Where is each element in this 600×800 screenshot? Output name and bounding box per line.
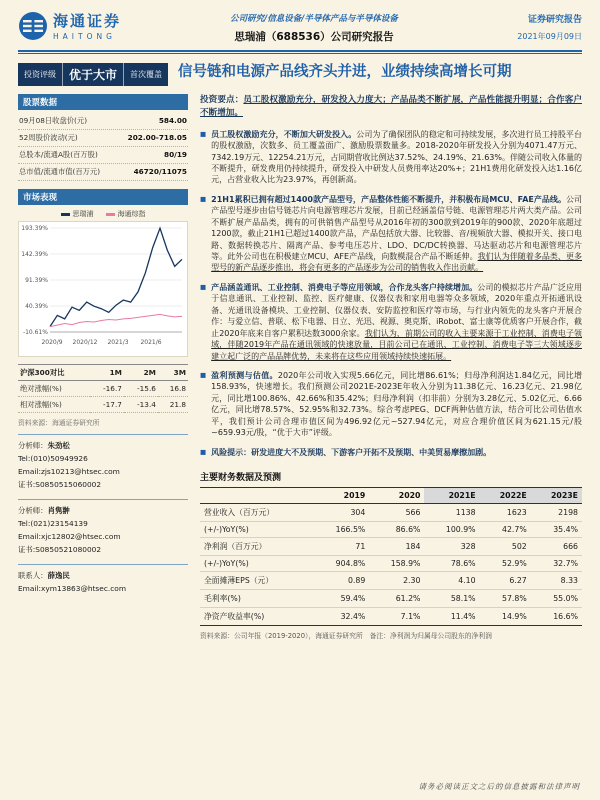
legend-swatch-srp (61, 213, 70, 216)
cmp-row-label: 相对涨幅(%) (20, 399, 62, 409)
fin-header-cell: 2023E (531, 488, 582, 504)
fin-cell: 6.27 (509, 576, 527, 585)
fin-cell: 32.7% (553, 559, 578, 568)
legend-label: 思瑞浦 (72, 210, 94, 218)
fin-cell: 328 (460, 542, 476, 551)
cmp-cell: -16.7 (103, 384, 122, 393)
stock-label: 总市值/流通市值(百万元) (19, 167, 101, 176)
stock-row (18, 164, 188, 181)
cmp-header-cell: 3M (158, 365, 188, 381)
analyst-divider (18, 564, 188, 565)
analyst-tel: Tel:(010)50949926 (18, 453, 88, 463)
table-row (18, 381, 188, 397)
fin-row-label: 营业收入（百万元） (204, 508, 275, 517)
cmp-cell: -17.7 (103, 400, 122, 409)
svg-text:2020/9: 2020/9 (41, 339, 63, 346)
rating-badge: 首次覆盖 (123, 63, 168, 86)
chart-source-note: 资料来源：海通证券研究所 (18, 419, 100, 427)
contact-name: 薛逸民 (47, 570, 70, 580)
header (18, 10, 582, 50)
fin-cell: 11.4% (450, 612, 476, 621)
fin-cell: 0.89 (347, 576, 366, 585)
logo-text (53, 10, 121, 41)
financial-table-title: 主要财务数据及预测 (200, 473, 282, 483)
haitong-emblem-icon (18, 11, 48, 41)
bullet-lead: 盈利预测与估值。 (211, 370, 278, 380)
header-right (472, 10, 582, 42)
bullet-square-icon: ■ (200, 194, 207, 203)
fin-cell: 86.6% (395, 525, 421, 534)
investment-summary (200, 94, 582, 121)
stock-row (18, 130, 188, 147)
bullet-point (200, 370, 582, 439)
bullet-point (200, 282, 582, 362)
summary-text: 员工股权激励充分，研发投入力度大；产品品类不断扩展，产品性能提升明显；合作客户不断增加。 (200, 95, 582, 119)
bullet-body: 公司的模拟芯片产品广泛应用于信息通讯、工业控制、监控、医疗健康、仪器仪表和家用电器等众多领域，2020年重点开拓通讯设备、光通讯设备模块、工业控制、仪器仪表、安防监控和医疗等市场，与行业内领先的龙头客户开展合作：与爱立信、普联、松下电器、日立、光迅、视源、奥克斯、iRobot、富士康等优质客户开展合作，截止2020年底来自客户累积达数3000余家。 (211, 282, 583, 338)
cmp-header-cell: 1M (90, 365, 124, 381)
page-title: 信号链和电源产品线齐头并进，业绩持续高增长可期 (178, 64, 512, 80)
stock-value: 202.00-718.05 (127, 133, 187, 142)
fin-cell: 8.33 (560, 576, 578, 585)
fin-cell: 35.4% (553, 525, 578, 534)
bullet-square-icon: ■ (200, 282, 207, 291)
report-date: 2021年09月09日 (517, 32, 582, 41)
cmp-cell: 21.8 (169, 400, 186, 409)
market-chart-svg (19, 222, 187, 352)
stock-label: 总股本/流通A股(百万股) (19, 150, 98, 159)
rating-value: 优于大市 (69, 68, 118, 82)
fin-cell: 502 (511, 542, 527, 551)
bullet-tail: 我们认为伴随着多品类、更多型号的新产品逐步推出，将会有更多的产品逐步为公司的销售收入作出贡献。 (211, 252, 582, 273)
report-kind: 证券研究报告 (527, 15, 582, 25)
fin-cell: 1623 (506, 508, 527, 517)
fin-cell: 32.4% (340, 612, 366, 621)
bullet-lead: 21H1累积已拥有超过1400款产品型号，产品整体性能不断提升，并积极布局MCU、FAE产品线。 (211, 194, 566, 204)
stock-data-header: 股票数据 (18, 94, 188, 110)
analyst-cert: 证书:S0850521080002 (18, 544, 102, 554)
fin-cell: 304 (350, 508, 366, 517)
logo-cn: 海通证券 (53, 12, 122, 30)
legend-item (61, 209, 94, 219)
market-chart (18, 221, 188, 357)
analyst-name: 朱劲松 (47, 441, 70, 450)
legend-swatch-index (106, 213, 115, 216)
fin-row-label: 净利润（百万元） (204, 542, 267, 551)
analyst-block (18, 440, 188, 492)
table-row (200, 556, 582, 572)
fin-cell: 2198 (558, 508, 578, 517)
stock-value: 80/19 (164, 150, 187, 159)
financial-table-note: 资料来源：公司年报（2019-2020），海通证券研究所 备注：净利润为归属母公司股东的净利润 (200, 632, 492, 640)
sidebar (18, 94, 188, 640)
fin-header-cell: 2022E (480, 488, 531, 504)
summary-label: 投资要点： (200, 95, 244, 105)
fin-cell: 55.0% (553, 594, 578, 603)
rating-label: 投资评级 (18, 63, 63, 86)
bullet-body: 2020年公司收入实现5.66亿元，同比增86.61%；归母净利润达1.84亿元，同比增158.93%，快速增长。我们预测公司2021E-2023E年收入分别为11.38亿元、16.23亿元、21.98亿元，同比增100.86%、42.66%和35.42%；归母净利润（扣非前）分别为3.28亿元、5.02亿元、6.66亿元，同比增78.57%、52.95%和32.73%。综合考虑PEG、DCF两种估值方法，结合可比公司估值水平，我们预计公司合理市值区间为496.92亿元~527.94亿元，对应合理价值区间为621.15元/股~659.93元/股，“优于大市”评级。 (211, 370, 582, 438)
analyst-divider (18, 434, 188, 435)
header-center (156, 10, 472, 44)
fin-cell: 2.30 (403, 576, 421, 585)
stock-row (18, 113, 188, 130)
bullet-square-icon: ■ (200, 370, 207, 379)
svg-text:2021/3: 2021/3 (107, 339, 129, 346)
bullet-lead: 产品涵盖通讯、工业控制、消费电子等应用领域，合作龙头客户持续增加。 (211, 282, 478, 292)
stock-label: 52周股价波动(元) (19, 133, 78, 142)
header-divider (18, 50, 582, 54)
disclaimer-footer: 请务必阅读正文之后的信息披露和法律声明 (418, 782, 580, 791)
analyst-block (18, 505, 188, 557)
fin-cell: 158.9% (390, 559, 421, 568)
haitong-logo (18, 10, 156, 41)
bullet-point (200, 129, 582, 186)
fin-cell: 59.4% (340, 594, 366, 603)
contact-email: Email:xym13863@htsec.com (18, 583, 127, 593)
risk-body: 研发进度大不及预期、下游客户开拓不及预期、中美贸易摩擦加剧。 (251, 447, 492, 457)
fin-cell: 16.6% (553, 612, 578, 621)
stock-label: 09月08日收盘价(元) (19, 116, 88, 125)
logo-en: HAITONG (53, 32, 116, 41)
cmp-header-cell: 2M (124, 365, 158, 381)
table-row (18, 397, 188, 413)
cmp-cell: -13.4 (137, 400, 156, 409)
fin-cell: 71 (355, 542, 366, 551)
market-performance-header: 市场表现 (18, 189, 188, 205)
svg-text:142.39%: 142.39% (21, 251, 48, 258)
analyst-email: Email:zjs10213@htsec.com (18, 466, 120, 476)
analyst-name: 肖隽翀 (47, 505, 70, 515)
svg-text:2020/12: 2020/12 (72, 339, 98, 346)
fin-header-cell: 2019 (314, 488, 369, 504)
fin-row-label: 全面摊薄EPS（元） (204, 576, 274, 585)
fin-cell: 666 (563, 542, 578, 551)
legend-label: 海通综指 (117, 210, 146, 218)
fin-header-cell: 2020 (369, 488, 424, 504)
main-content (200, 94, 582, 640)
cmp-header-cell: 沪深300对比 (18, 365, 90, 381)
contact-role: 联系人： (18, 570, 48, 580)
cmp-cell: 16.8 (169, 384, 186, 393)
fin-cell: 52.9% (501, 559, 527, 568)
fin-header-cell (200, 488, 314, 504)
svg-text:91.39%: 91.39% (25, 277, 48, 284)
bullet-point (200, 194, 582, 274)
fin-cell: 78.6% (450, 559, 476, 568)
bullet-lead: 员工股权激励充分，不断加大研发投入。 (211, 129, 357, 139)
analyst-divider (18, 499, 188, 500)
table-row (200, 504, 582, 522)
fin-cell: 904.8% (335, 559, 366, 568)
risk-lead: 风险提示： (211, 447, 252, 457)
stock-value: 46720/11075 (133, 167, 187, 176)
fin-cell: 4.10 (458, 576, 476, 585)
investment-rating (18, 63, 168, 86)
table-row (200, 608, 582, 626)
table-row (200, 522, 582, 538)
bullet-body: 公司产品型号逐步由信号链芯片向电源管理芯片发展，目前已经涵盖信号链、电源管理芯片两大类产品。公司不断扩展产品品类，拥有的可供销售产品型号从2016年初的300款到2019年的900款、2020年底超过1200款，截止21H1已超过1400款产品，产品包括放大器、比较器、音/视频放大器、模拟开关、接口电路、数据转换芯片、隔离产品、参考电压芯片、LDO、DC/DC转换器、马达驱动芯片和电源管理芯片等。此外公司也在积极建立MCU、AFE产品线，向数模混合产品不断延伸。 (211, 194, 582, 261)
svg-text:-10.61%: -10.61% (22, 329, 48, 336)
stock-value: 584.00 (158, 116, 187, 125)
bullet-square-icon: ■ (200, 447, 207, 456)
analyst-email: Email:xjc12802@htsec.com (18, 531, 121, 541)
analyst-cert: 证书:S0850515060002 (18, 479, 102, 489)
stock-row (18, 147, 188, 164)
svg-text:2021/6: 2021/6 (140, 339, 162, 346)
svg-text:193.39%: 193.39% (21, 225, 48, 232)
rating-title-row (18, 63, 582, 86)
analyst-role: 分析师： (18, 441, 48, 450)
analyst-tel: Tel:(021)23154139 (18, 518, 88, 528)
legend-item (106, 209, 146, 219)
cmp-row-label: 绝对涨幅(%) (20, 383, 62, 393)
table-row (200, 590, 582, 608)
fin-cell: 100.9% (445, 525, 476, 534)
table-row (200, 538, 582, 556)
chart-legend (18, 209, 188, 219)
fin-row-label: (+/-)YoY(%) (204, 525, 249, 534)
fin-cell: 7.1% (400, 612, 421, 621)
bullet-body: 公司为了确保团队的稳定和可持续发展，多次进行员工持股平台的股权激励，次数多、员工覆盖面广、激励股票数量多。2018-2020年研发投入分别为4071.47万元、7342.19万元、12254.21万元，占同期营收比例达37.52%、24.19%、21.63%。伴随公司收入体量的不断提升，研发费用仍持续提升，研发投入中研发人员费用率达20%+；21H1费用化研发投入达1.16亿元，占营业收入比为23.97%，再创新高。 (211, 129, 583, 185)
table-row (200, 572, 582, 590)
svg-text:40.39%: 40.39% (25, 303, 48, 310)
contact-block (18, 570, 188, 596)
risk-warning (200, 447, 582, 458)
bullet-tail: 我们认为，前期公司的收入主要来源于工业控制、消费电子领域，伴随2019年产品在通讯领域的快速放量，目前公司已在通讯、工业控制、消费电子等三大领域逐步建立起广泛的产品品牌优势，未来将在这些应用领域持续快速拓展。 (211, 328, 583, 361)
cmp-cell: -15.6 (137, 384, 156, 393)
fin-row-label: 净资产收益率(%) (204, 612, 265, 621)
fin-header-cell: 2021E (424, 488, 479, 504)
analyst-role: 分析师： (18, 505, 48, 515)
fin-cell: 184 (405, 542, 421, 551)
fin-cell: 566 (405, 508, 421, 517)
fin-cell: 58.1% (450, 594, 476, 603)
financial-table (200, 487, 582, 626)
fin-cell: 166.5% (335, 525, 366, 534)
fin-row-label: (+/-)YoY(%) (204, 559, 249, 568)
fin-row-label: 毛利率(%) (204, 594, 241, 603)
fin-cell: 1138 (455, 508, 476, 517)
fin-cell: 14.9% (501, 612, 527, 621)
index-comparison-table (18, 364, 188, 413)
report-type-line: 思瑞浦（688536）公司研究报告 (234, 31, 394, 43)
fin-cell: 57.8% (501, 594, 527, 603)
bullet-square-icon: ■ (200, 129, 207, 138)
fin-cell: 42.7% (501, 525, 527, 534)
research-category: 公司研究/信息设备/半导体产品与半导体设备 (230, 14, 398, 24)
fin-cell: 61.2% (395, 594, 421, 603)
